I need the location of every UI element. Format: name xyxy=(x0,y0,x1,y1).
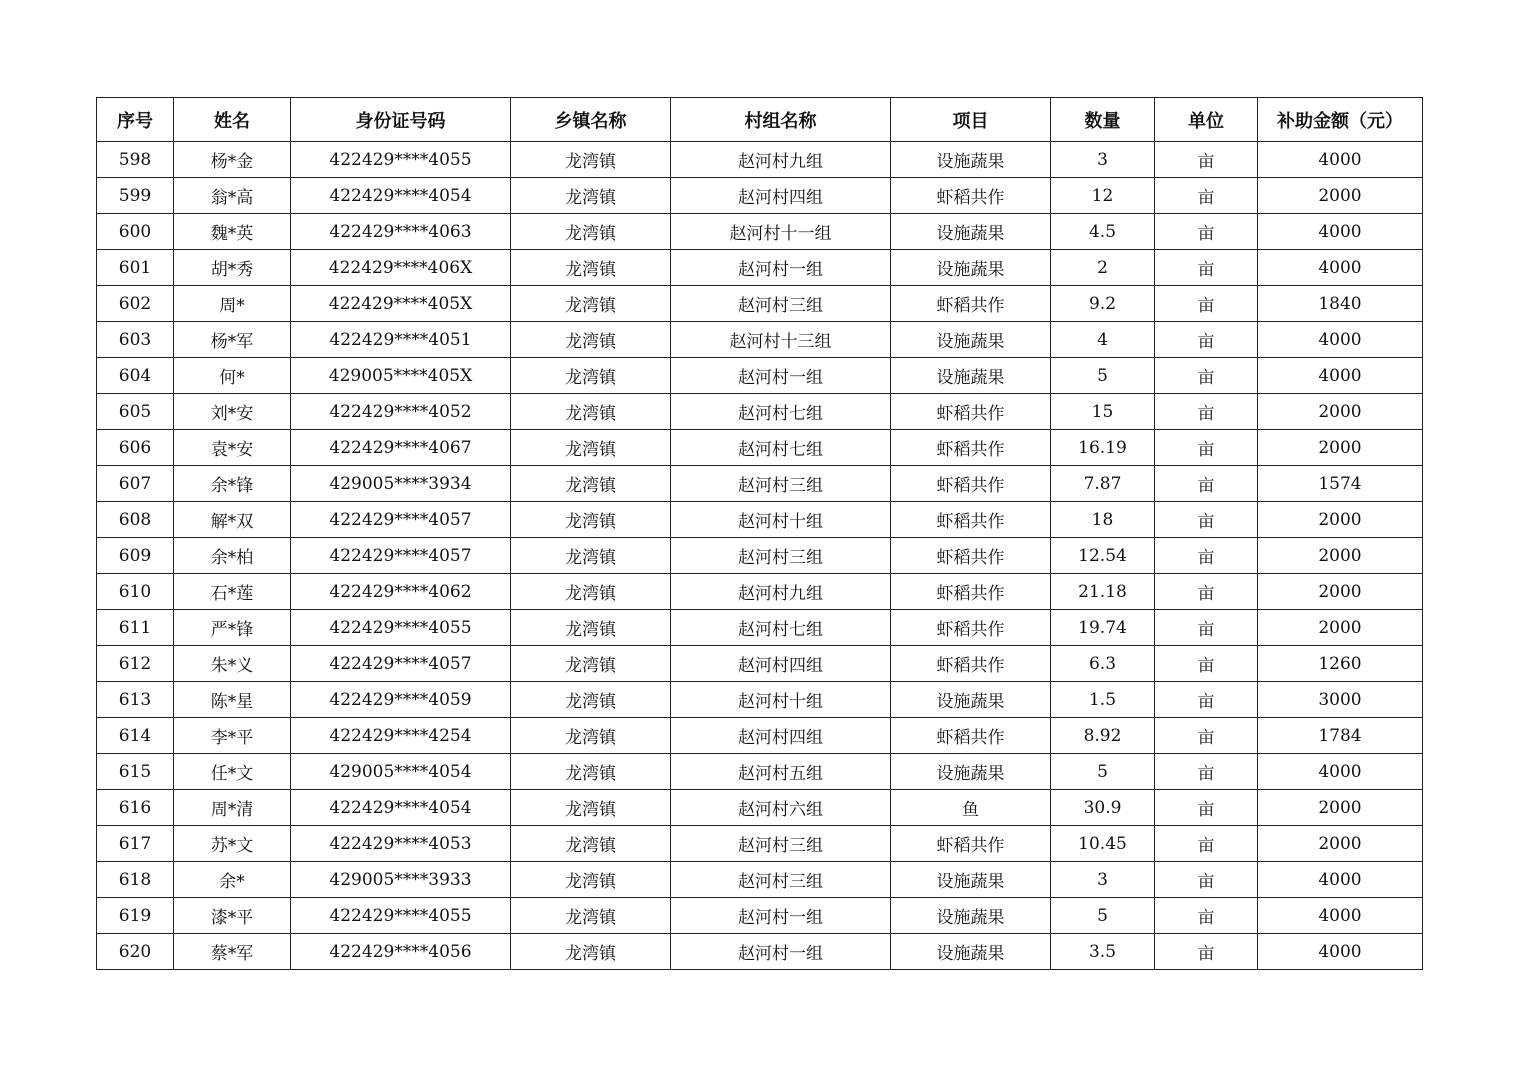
id-number-cell: 422429****4057 xyxy=(291,538,511,574)
name-cell: 周*清 xyxy=(174,790,291,826)
name-cell: 余*锋 xyxy=(174,466,291,502)
unit-cell: 亩 xyxy=(1155,574,1258,610)
township-cell: 龙湾镇 xyxy=(511,178,671,214)
quantity-cell: 16.19 xyxy=(1051,430,1155,466)
unit-cell: 亩 xyxy=(1155,790,1258,826)
village-group-cell: 赵河村十一组 xyxy=(671,214,891,250)
id-number-cell: 422429****4067 xyxy=(291,430,511,466)
name-cell: 周* xyxy=(174,286,291,322)
quantity-cell: 30.9 xyxy=(1051,790,1155,826)
subsidy-amount-cell: 1260 xyxy=(1258,646,1423,682)
village-group-cell: 赵河村一组 xyxy=(671,358,891,394)
column-header-name: 姓名 xyxy=(174,98,291,142)
table-row xyxy=(97,430,1423,466)
unit-cell: 亩 xyxy=(1155,826,1258,862)
serial-cell: 602 xyxy=(97,286,174,322)
unit-cell: 亩 xyxy=(1155,250,1258,286)
name-cell: 余*柏 xyxy=(174,538,291,574)
quantity-cell: 3.5 xyxy=(1051,934,1155,970)
id-number-cell: 422429****4057 xyxy=(291,646,511,682)
quantity-cell: 5 xyxy=(1051,754,1155,790)
id-number-cell: 429005****405X xyxy=(291,358,511,394)
name-cell: 刘*安 xyxy=(174,394,291,430)
village-group-cell: 赵河村三组 xyxy=(671,286,891,322)
quantity-cell: 2 xyxy=(1051,250,1155,286)
quantity-cell: 21.18 xyxy=(1051,574,1155,610)
project-cell: 虾稻共作 xyxy=(891,574,1051,610)
village-group-cell: 赵河村七组 xyxy=(671,394,891,430)
serial-cell: 599 xyxy=(97,178,174,214)
project-cell: 鱼 xyxy=(891,790,1051,826)
unit-cell: 亩 xyxy=(1155,538,1258,574)
serial-cell: 619 xyxy=(97,898,174,934)
project-cell: 设施蔬果 xyxy=(891,322,1051,358)
unit-cell: 亩 xyxy=(1155,178,1258,214)
quantity-cell: 12 xyxy=(1051,178,1155,214)
name-cell: 袁*安 xyxy=(174,430,291,466)
unit-cell: 亩 xyxy=(1155,862,1258,898)
project-cell: 设施蔬果 xyxy=(891,214,1051,250)
serial-cell: 615 xyxy=(97,754,174,790)
unit-cell: 亩 xyxy=(1155,394,1258,430)
village-group-cell: 赵河村四组 xyxy=(671,718,891,754)
name-cell: 余* xyxy=(174,862,291,898)
village-group-cell: 赵河村三组 xyxy=(671,466,891,502)
unit-cell: 亩 xyxy=(1155,754,1258,790)
id-number-cell: 422429****4056 xyxy=(291,934,511,970)
village-group-cell: 赵河村七组 xyxy=(671,430,891,466)
subsidy-amount-cell: 2000 xyxy=(1258,394,1423,430)
quantity-cell: 3 xyxy=(1051,862,1155,898)
village-group-cell: 赵河村三组 xyxy=(671,862,891,898)
project-cell: 设施蔬果 xyxy=(891,862,1051,898)
name-cell: 魏*英 xyxy=(174,214,291,250)
serial-cell: 606 xyxy=(97,430,174,466)
serial-cell: 612 xyxy=(97,646,174,682)
name-cell: 陈*星 xyxy=(174,682,291,718)
id-number-cell: 422429****4052 xyxy=(291,394,511,430)
name-cell: 严*锋 xyxy=(174,610,291,646)
table-row xyxy=(97,250,1423,286)
township-cell: 龙湾镇 xyxy=(511,142,671,178)
id-number-cell: 422429****406X xyxy=(291,250,511,286)
name-cell: 朱*义 xyxy=(174,646,291,682)
id-number-cell: 422429****405X xyxy=(291,286,511,322)
unit-cell: 亩 xyxy=(1155,214,1258,250)
project-cell: 虾稻共作 xyxy=(891,394,1051,430)
subsidy-amount-cell: 2000 xyxy=(1258,610,1423,646)
column-header-quantity: 数量 xyxy=(1051,98,1155,142)
serial-cell: 613 xyxy=(97,682,174,718)
unit-cell: 亩 xyxy=(1155,322,1258,358)
quantity-cell: 18 xyxy=(1051,502,1155,538)
name-cell: 解*双 xyxy=(174,502,291,538)
village-group-cell: 赵河村一组 xyxy=(671,898,891,934)
township-cell: 龙湾镇 xyxy=(511,718,671,754)
subsidy-amount-cell: 2000 xyxy=(1258,574,1423,610)
id-number-cell: 422429****4051 xyxy=(291,322,511,358)
table-row xyxy=(97,142,1423,178)
quantity-cell: 19.74 xyxy=(1051,610,1155,646)
project-cell: 设施蔬果 xyxy=(891,142,1051,178)
serial-cell: 598 xyxy=(97,142,174,178)
id-number-cell: 422429****4057 xyxy=(291,502,511,538)
quantity-cell: 5 xyxy=(1051,358,1155,394)
township-cell: 龙湾镇 xyxy=(511,538,671,574)
township-cell: 龙湾镇 xyxy=(511,682,671,718)
subsidy-amount-cell: 4000 xyxy=(1258,934,1423,970)
village-group-cell: 赵河村九组 xyxy=(671,142,891,178)
project-cell: 设施蔬果 xyxy=(891,250,1051,286)
column-header-id-number: 身份证号码 xyxy=(291,98,511,142)
name-cell: 石*莲 xyxy=(174,574,291,610)
id-number-cell: 429005****3934 xyxy=(291,466,511,502)
quantity-cell: 4 xyxy=(1051,322,1155,358)
subsidy-amount-cell: 1840 xyxy=(1258,286,1423,322)
id-number-cell: 422429****4053 xyxy=(291,826,511,862)
table-row xyxy=(97,718,1423,754)
quantity-cell: 3 xyxy=(1051,142,1155,178)
village-group-cell: 赵河村三组 xyxy=(671,538,891,574)
subsidy-amount-cell: 4000 xyxy=(1258,214,1423,250)
serial-cell: 618 xyxy=(97,862,174,898)
subsidy-amount-cell: 2000 xyxy=(1258,790,1423,826)
column-header-unit: 单位 xyxy=(1155,98,1258,142)
quantity-cell: 4.5 xyxy=(1051,214,1155,250)
id-number-cell: 429005****3933 xyxy=(291,862,511,898)
village-group-cell: 赵河村七组 xyxy=(671,610,891,646)
unit-cell: 亩 xyxy=(1155,358,1258,394)
subsidy-amount-cell: 4000 xyxy=(1258,862,1423,898)
serial-cell: 603 xyxy=(97,322,174,358)
township-cell: 龙湾镇 xyxy=(511,358,671,394)
village-group-cell: 赵河村三组 xyxy=(671,826,891,862)
township-cell: 龙湾镇 xyxy=(511,394,671,430)
village-group-cell: 赵河村一组 xyxy=(671,934,891,970)
subsidy-amount-cell: 2000 xyxy=(1258,826,1423,862)
unit-cell: 亩 xyxy=(1155,898,1258,934)
table-row xyxy=(97,178,1423,214)
name-cell: 蔡*军 xyxy=(174,934,291,970)
township-cell: 龙湾镇 xyxy=(511,286,671,322)
id-number-cell: 429005****4054 xyxy=(291,754,511,790)
unit-cell: 亩 xyxy=(1155,142,1258,178)
unit-cell: 亩 xyxy=(1155,718,1258,754)
name-cell: 杨*军 xyxy=(174,322,291,358)
unit-cell: 亩 xyxy=(1155,502,1258,538)
subsidy-amount-cell: 2000 xyxy=(1258,430,1423,466)
table-row xyxy=(97,358,1423,394)
serial-cell: 605 xyxy=(97,394,174,430)
village-group-cell: 赵河村十组 xyxy=(671,502,891,538)
name-cell: 李*平 xyxy=(174,718,291,754)
quantity-cell: 7.87 xyxy=(1051,466,1155,502)
subsidy-amount-cell: 2000 xyxy=(1258,502,1423,538)
village-group-cell: 赵河村九组 xyxy=(671,574,891,610)
village-group-cell: 赵河村十三组 xyxy=(671,322,891,358)
name-cell: 漆*平 xyxy=(174,898,291,934)
township-cell: 龙湾镇 xyxy=(511,610,671,646)
project-cell: 设施蔬果 xyxy=(891,898,1051,934)
township-cell: 龙湾镇 xyxy=(511,898,671,934)
table-row xyxy=(97,502,1423,538)
serial-cell: 611 xyxy=(97,610,174,646)
quantity-cell: 12.54 xyxy=(1051,538,1155,574)
id-number-cell: 422429****4055 xyxy=(291,142,511,178)
name-cell: 胡*秀 xyxy=(174,250,291,286)
project-cell: 设施蔬果 xyxy=(891,682,1051,718)
table-row xyxy=(97,934,1423,970)
name-cell: 杨*金 xyxy=(174,142,291,178)
subsidy-table xyxy=(96,97,1423,970)
village-group-cell: 赵河村四组 xyxy=(671,178,891,214)
subsidy-amount-cell: 2000 xyxy=(1258,178,1423,214)
subsidy-amount-cell: 4000 xyxy=(1258,358,1423,394)
table-row xyxy=(97,214,1423,250)
column-header-subsidy-amount: 补助金额（元） xyxy=(1258,98,1423,142)
township-cell: 龙湾镇 xyxy=(511,790,671,826)
village-group-cell: 赵河村一组 xyxy=(671,250,891,286)
subsidy-amount-cell: 1574 xyxy=(1258,466,1423,502)
serial-cell: 616 xyxy=(97,790,174,826)
serial-cell: 614 xyxy=(97,718,174,754)
project-cell: 虾稻共作 xyxy=(891,718,1051,754)
township-cell: 龙湾镇 xyxy=(511,574,671,610)
village-group-cell: 赵河村十组 xyxy=(671,682,891,718)
quantity-cell: 5 xyxy=(1051,898,1155,934)
township-cell: 龙湾镇 xyxy=(511,826,671,862)
quantity-cell: 15 xyxy=(1051,394,1155,430)
township-cell: 龙湾镇 xyxy=(511,502,671,538)
table-header-row xyxy=(97,98,1423,142)
table-row xyxy=(97,574,1423,610)
township-cell: 龙湾镇 xyxy=(511,646,671,682)
project-cell: 虾稻共作 xyxy=(891,178,1051,214)
table-row xyxy=(97,862,1423,898)
project-cell: 虾稻共作 xyxy=(891,430,1051,466)
serial-cell: 620 xyxy=(97,934,174,970)
column-header-serial: 序号 xyxy=(97,98,174,142)
name-cell: 翁*高 xyxy=(174,178,291,214)
project-cell: 虾稻共作 xyxy=(891,502,1051,538)
table-row xyxy=(97,898,1423,934)
serial-cell: 600 xyxy=(97,214,174,250)
project-cell: 虾稻共作 xyxy=(891,610,1051,646)
township-cell: 龙湾镇 xyxy=(511,754,671,790)
serial-cell: 607 xyxy=(97,466,174,502)
unit-cell: 亩 xyxy=(1155,430,1258,466)
serial-cell: 610 xyxy=(97,574,174,610)
subsidy-amount-cell: 4000 xyxy=(1258,250,1423,286)
id-number-cell: 422429****4054 xyxy=(291,178,511,214)
project-cell: 虾稻共作 xyxy=(891,646,1051,682)
unit-cell: 亩 xyxy=(1155,682,1258,718)
id-number-cell: 422429****4055 xyxy=(291,610,511,646)
township-cell: 龙湾镇 xyxy=(511,322,671,358)
subsidy-amount-cell: 4000 xyxy=(1258,322,1423,358)
table-row xyxy=(97,790,1423,826)
table-row xyxy=(97,286,1423,322)
project-cell: 虾稻共作 xyxy=(891,538,1051,574)
quantity-cell: 10.45 xyxy=(1051,826,1155,862)
project-cell: 虾稻共作 xyxy=(891,466,1051,502)
project-cell: 设施蔬果 xyxy=(891,754,1051,790)
quantity-cell: 9.2 xyxy=(1051,286,1155,322)
subsidy-amount-cell: 1784 xyxy=(1258,718,1423,754)
project-cell: 虾稻共作 xyxy=(891,826,1051,862)
project-cell: 虾稻共作 xyxy=(891,286,1051,322)
id-number-cell: 422429****4055 xyxy=(291,898,511,934)
quantity-cell: 1.5 xyxy=(1051,682,1155,718)
table-row xyxy=(97,826,1423,862)
unit-cell: 亩 xyxy=(1155,646,1258,682)
table-row xyxy=(97,754,1423,790)
id-number-cell: 422429****4254 xyxy=(291,718,511,754)
township-cell: 龙湾镇 xyxy=(511,862,671,898)
unit-cell: 亩 xyxy=(1155,610,1258,646)
name-cell: 任*文 xyxy=(174,754,291,790)
serial-cell: 601 xyxy=(97,250,174,286)
project-cell: 设施蔬果 xyxy=(891,934,1051,970)
serial-cell: 617 xyxy=(97,826,174,862)
village-group-cell: 赵河村四组 xyxy=(671,646,891,682)
subsidy-amount-cell: 3000 xyxy=(1258,682,1423,718)
unit-cell: 亩 xyxy=(1155,286,1258,322)
village-group-cell: 赵河村六组 xyxy=(671,790,891,826)
id-number-cell: 422429****4063 xyxy=(291,214,511,250)
unit-cell: 亩 xyxy=(1155,466,1258,502)
township-cell: 龙湾镇 xyxy=(511,250,671,286)
unit-cell: 亩 xyxy=(1155,934,1258,970)
township-cell: 龙湾镇 xyxy=(511,934,671,970)
name-cell: 苏*文 xyxy=(174,826,291,862)
serial-cell: 608 xyxy=(97,502,174,538)
id-number-cell: 422429****4054 xyxy=(291,790,511,826)
table-row xyxy=(97,646,1423,682)
table-row xyxy=(97,466,1423,502)
township-cell: 龙湾镇 xyxy=(511,430,671,466)
serial-cell: 609 xyxy=(97,538,174,574)
column-header-village-group: 村组名称 xyxy=(671,98,891,142)
id-number-cell: 422429****4062 xyxy=(291,574,511,610)
township-cell: 龙湾镇 xyxy=(511,214,671,250)
village-group-cell: 赵河村五组 xyxy=(671,754,891,790)
table-row xyxy=(97,394,1423,430)
table-body xyxy=(97,142,1423,970)
table-row xyxy=(97,322,1423,358)
name-cell: 何* xyxy=(174,358,291,394)
quantity-cell: 6.3 xyxy=(1051,646,1155,682)
subsidy-amount-cell: 4000 xyxy=(1258,898,1423,934)
id-number-cell: 422429****4059 xyxy=(291,682,511,718)
column-header-project: 项目 xyxy=(891,98,1051,142)
subsidy-amount-cell: 4000 xyxy=(1258,754,1423,790)
table-row xyxy=(97,682,1423,718)
table-row xyxy=(97,538,1423,574)
table-row xyxy=(97,610,1423,646)
project-cell: 设施蔬果 xyxy=(891,358,1051,394)
township-cell: 龙湾镇 xyxy=(511,466,671,502)
quantity-cell: 8.92 xyxy=(1051,718,1155,754)
subsidy-amount-cell: 4000 xyxy=(1258,142,1423,178)
column-header-township: 乡镇名称 xyxy=(511,98,671,142)
serial-cell: 604 xyxy=(97,358,174,394)
subsidy-amount-cell: 2000 xyxy=(1258,538,1423,574)
